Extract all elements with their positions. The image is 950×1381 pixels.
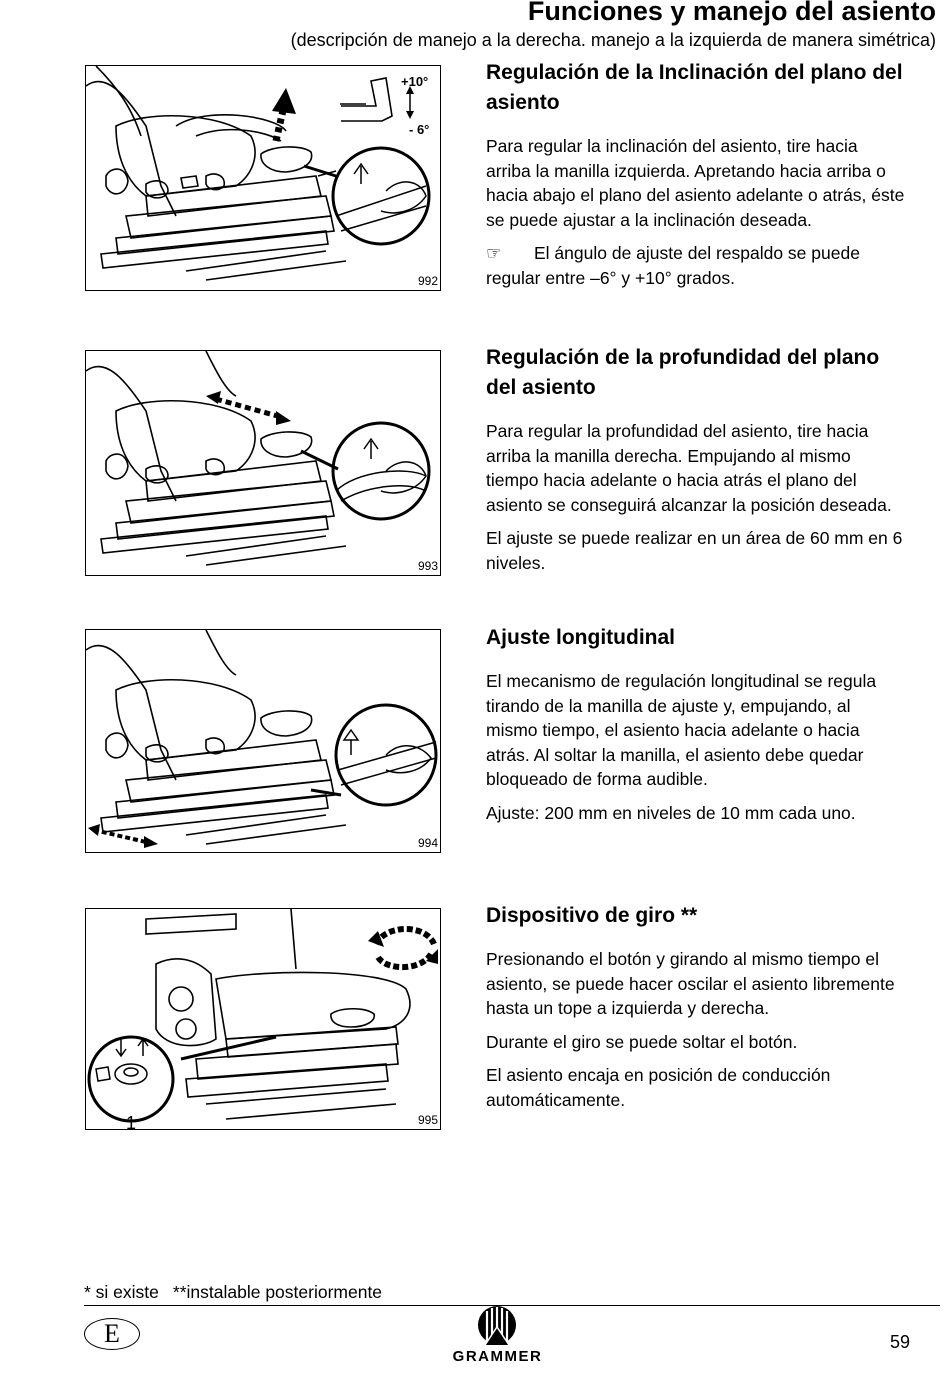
- section-seat-depth: [486, 343, 906, 585]
- figure-longitudinal: [85, 629, 441, 853]
- section-paragraph: Para regular la inclinación del asiento, tire hacia arriba la manilla izquierda. Apretando hacia arriba o hacia abajo el plano del asiento adelante o atrás, éste se puede ajustar a la inclinación deseada.: [486, 136, 905, 230]
- footnotes: [84, 1282, 382, 1303]
- section-heading: Regulación de la profundidad del plano del asiento: [486, 346, 880, 399]
- figure-seat-depth: [85, 350, 441, 576]
- section-heading: Dispositivo de giro **: [486, 904, 698, 927]
- figure-number: 993: [417, 559, 438, 573]
- figure-swivel: [85, 908, 441, 1130]
- section-paragraph: Durante el giro se puede soltar el botón.: [486, 1031, 798, 1052]
- tilt-minus-label: - 6°: [409, 122, 430, 137]
- section-paragraph: Ajuste: 200 mm en niveles de 10 mm cada uno.: [486, 802, 856, 823]
- seat-depth-illustration: [86, 351, 440, 575]
- swivel-illustration: [86, 909, 440, 1129]
- section-paragraph: Para regular la profundidad del asiento, tire hacia arriba la manilla derecha. Empujando al mismo tiempo hacia adelante o hacia atrás el plano del asiento se conseguirá alcanzar la posición deseada.: [486, 421, 892, 515]
- brand-name: GRAMMER: [452, 1348, 543, 1365]
- page-subtitle: (descripción de manejo a la derecha. manejo a la izquierda de manera simétrica): [290, 30, 936, 50]
- section-longitudinal: [486, 623, 906, 835]
- section-paragraph: El asiento encaja en posición de conducción automáticamente.: [486, 1065, 831, 1110]
- section-paragraph: Presionando el botón y girando al mismo tiempo el asiento, se puede hacer oscilar el asiento libremente hasta un tope a izquierda y derecha.: [486, 949, 895, 1019]
- section-paragraph: El mecanismo de regulación longitudinal se regula tirando de la manilla de ajuste y, empujando, al mismo tiempo, el asiento hacia adelante o hacia atrás. Al soltar la manilla, el asiento debe quedar bloqueado de forma audible.: [486, 671, 877, 790]
- grammer-logo: [440, 1305, 555, 1367]
- section-swivel: [486, 901, 906, 1122]
- grammer-logo-icon: [440, 1305, 555, 1349]
- tilt-plus-label: +10°: [401, 74, 429, 89]
- footnote-double-star: **instalable posteriormente: [172, 1282, 383, 1302]
- section-heading: Ajuste longitudinal: [486, 626, 675, 649]
- page-title: Funciones y manejo del asiento: [527, 0, 936, 26]
- note-text: El ángulo de ajuste del respaldo se puede regular entre –6° y +10° grados.: [486, 243, 860, 288]
- figure-number: 995: [417, 1113, 438, 1127]
- page-number: 59: [889, 1332, 910, 1352]
- section-paragraph: El ajuste se puede realizar en un área de 60 mm en 6 niveles.: [486, 528, 903, 573]
- figure-number: 994: [417, 836, 438, 850]
- figure-number: 992: [417, 274, 438, 288]
- section-heading: Regulación de la Inclinación del plano del asiento: [486, 61, 903, 114]
- figure-seat-inclination: [85, 65, 441, 291]
- seat-inclination-illustration: [86, 66, 440, 290]
- longitudinal-illustration: [86, 630, 440, 852]
- section-seat-inclination: [486, 58, 906, 300]
- footnote-single-star: * si existe: [84, 1282, 159, 1302]
- callout-button-number: 1: [126, 1113, 137, 1129]
- hand-pointer-icon: ☞: [486, 243, 502, 264]
- language-badge: E: [84, 1318, 140, 1350]
- section-note: [486, 241, 906, 290]
